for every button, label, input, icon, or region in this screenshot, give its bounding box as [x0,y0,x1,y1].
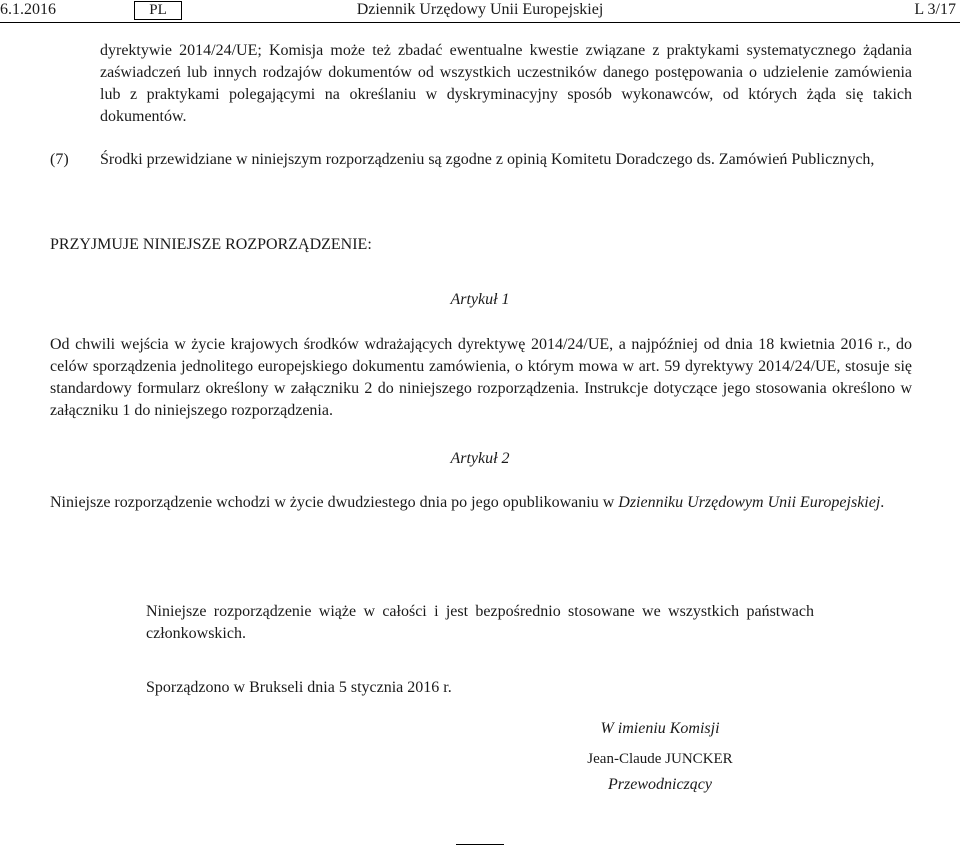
recital-continuation: dyrektywie 2014/24/UE; Komisja może też zbadać ewentualne kwestie związane z praktykami systematycznego żądania zaświadczeń lub innych rodzajów dokumentów od wszystkich uczestników danego postępowania o udzielenie zamówienia lub z praktykami polegającymi na określaniu w dyskryminacyjny sposób wykonawców, od których żąda się takich dokumentów. [100,42,912,125]
recital-7-number: (7) [50,151,69,168]
signatory-role: Przewodniczący [608,776,712,793]
article-1-text: Od chwili wejścia w życie krajowych środków wdrażających dyrektywę 2014/24/UE, a najpóźniej od dnia 18 kwietnia 2016 r., do celów sporządzenia jednolitego europejskiego dokumentu zamówienia, o którym mowa w art. 59 dyrektywy 2014/24/UE, stosuje się standardowy formularz określony w załączniku 2 do niniejszego rozporządzenia. Instrukcje dotyczące jego stosowania określono w załączniku 1 do niniejszego rozporządzenia. [50,336,912,419]
article-1-heading: Artykuł 1 [450,291,510,308]
page-header [0,0,960,23]
signatory-name: Jean-Claude JUNCKER [587,751,733,767]
publication-date: 6.1.2016 [0,1,56,18]
footer-divider [456,844,504,845]
binding-clause: Niniejsze rozporządzenie wiąże w całości i jest bezpośrednio stosowane we wszystkich państwach członkowskich. [146,603,814,642]
article-2-text-main: Niniejsze rozporządzenie wchodzi w życie dwudziestego dnia po jego opublikowaniu w [50,494,619,511]
journal-title: Dziennik Urzędowy Unii Europejskiej [356,1,604,18]
adoption-formula: PRZYJMUJE NINIEJSZE ROZPORZĄDZENIE: [50,236,372,253]
recital-7-text: Środki przewidziane w niniejszym rozporządzeniu są zgodne z opinią Komitetu Doradczego ds. Zamówień Publicznych, [100,151,875,168]
article-2-text [50,492,912,514]
language-badge: PL [134,1,182,20]
done-at: Sporządzono w Brukseli dnia 5 stycznia 2016 r. [146,679,452,696]
page-number: L 3/17 [914,1,956,18]
article-2-heading: Artykuł 2 [450,450,510,467]
article-2-journal-name: Dzienniku Urzędowym Unii Europejskiej [618,494,881,511]
signature-institution: W imieniu Komisji [600,720,720,737]
article-2-text-end: . [880,494,885,511]
